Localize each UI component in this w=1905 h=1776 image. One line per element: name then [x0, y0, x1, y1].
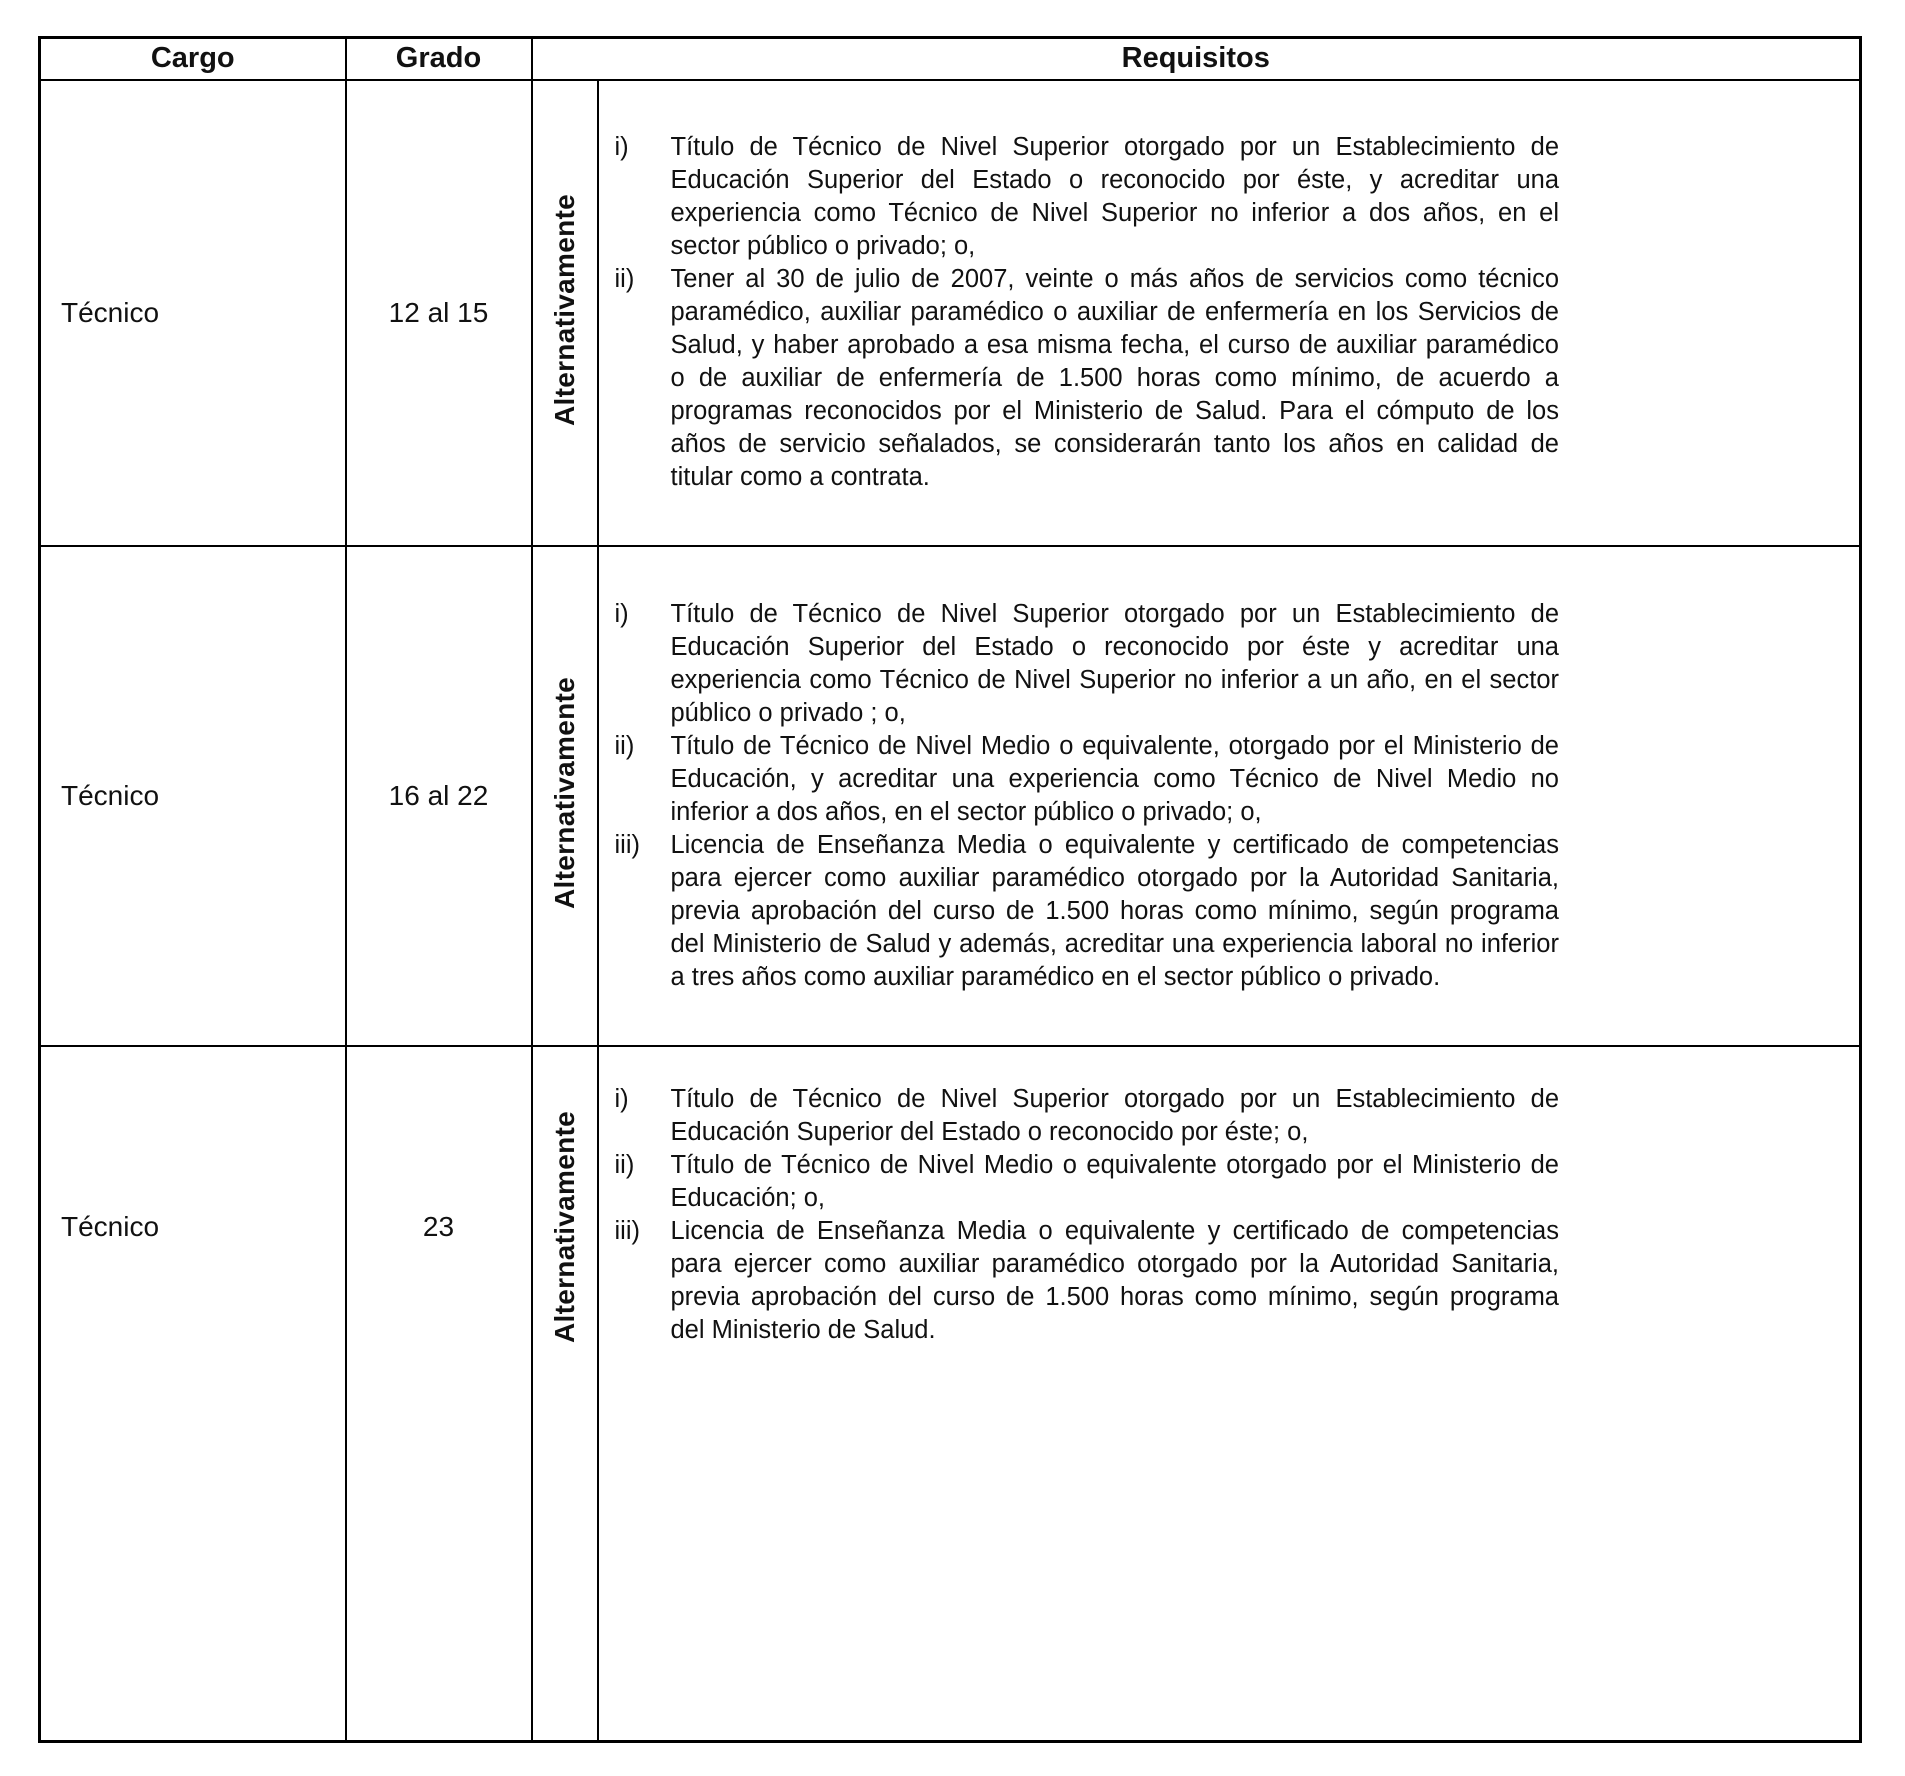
requirement-text: Título de Técnico de Nivel Medio o equivalente, otorgado por el Ministerio de Educación, y acreditar una experiencia como Técnico de Nivel Medio no inferior a dos años, en el sector público o privado; o,	[670, 731, 1559, 826]
requirement-marker: iii)	[614, 1216, 640, 1245]
alternativamente-label: Alternativamente	[548, 1110, 580, 1343]
requirement-item	[615, 131, 1560, 263]
requirement-marker: i)	[614, 1084, 629, 1113]
requirement-item	[615, 1149, 1560, 1215]
cargo-cell	[40, 1046, 346, 1742]
table-row	[40, 1046, 1861, 1742]
header-grado: Grado	[346, 38, 532, 80]
header-row	[40, 38, 1861, 80]
requirement-item	[615, 598, 1560, 730]
requisitos-cell	[598, 1046, 1861, 1742]
requirement-text: Título de Técnico de Nivel Superior otorgado por un Establecimiento de Educación Superior del Estado o reconocido por éste, y acreditar una experiencia como Técnico de Nivel Superior no inferior a dos años, en el sector público o privado; o,	[670, 133, 1559, 260]
requirement-marker: i)	[614, 599, 629, 628]
requirement-item	[615, 730, 1560, 829]
requirement-text: Título de Técnico de Nivel Superior otorgado por un Establecimiento de Educación Superior del Estado o reconocido por éste; o,	[670, 1084, 1559, 1146]
table-row	[40, 80, 1861, 546]
requirement-text: Licencia de Enseñanza Media o equivalente y certificado de competencias para ejercer como auxiliar paramédico otorgado por la Autoridad Sanitaria, previa aprobación del curso de 1.500 horas como mínimo, según programa del Ministerio de Salud.	[670, 1216, 1559, 1344]
requirement-marker: ii)	[614, 1150, 635, 1179]
cargo-label: Técnico	[61, 1210, 160, 1242]
grado-cell: 12 al 15	[346, 80, 532, 546]
alternativamente-cell	[532, 1046, 598, 1742]
requirement-marker: iii)	[614, 830, 640, 859]
alternativamente-label: Alternativamente	[548, 677, 580, 909]
requirement-item	[615, 829, 1560, 994]
requirements-table	[38, 36, 1862, 1743]
alternativamente-label: Alternativamente	[548, 194, 580, 426]
requirement-item	[615, 1215, 1560, 1347]
table-row	[40, 546, 1861, 1046]
requirement-marker: i)	[614, 133, 629, 161]
header-requisitos: Requisitos	[532, 38, 1861, 80]
grado-label: 23	[422, 1210, 455, 1242]
cargo-cell: Técnico	[40, 546, 346, 1046]
grado-cell: 16 al 22	[346, 546, 532, 1046]
requisitos-cell	[598, 546, 1861, 1046]
requirement-text: Tener al 30 de julio de 2007, veinte o más años de servicios como técnico paramédico, auxiliar paramédico o auxiliar de enfermería en los Servicios de Salud, y haber aprobado a esa misma fecha, el curso de auxiliar paramédico o de auxiliar de enfermería de 1.500 horas como mínimo, de acuerdo a programas reconocidos por el Ministerio de Salud. Para el cómputo de los años de servicio señalados, se considerarán tanto los años en calidad de titular como a contrata.	[670, 265, 1559, 491]
header-cargo: Cargo	[40, 38, 346, 80]
requirement-marker: ii)	[614, 265, 635, 293]
cargo-cell: Técnico	[40, 80, 346, 546]
alternativamente-cell	[532, 80, 598, 546]
requisitos-cell	[598, 80, 1861, 546]
requirement-item	[615, 263, 1560, 494]
requirement-text: Título de Técnico de Nivel Medio o equivalente otorgado por el Ministerio de Educación; o,	[670, 1150, 1559, 1212]
requirement-marker: ii)	[614, 731, 635, 760]
alternativamente-cell	[532, 546, 598, 1046]
requirement-item	[615, 1083, 1560, 1149]
grado-cell	[346, 1046, 532, 1742]
requirement-text: Título de Técnico de Nivel Superior otorgado por un Establecimiento de Educación Superior del Estado o reconocido por éste y acreditar una experiencia como Técnico de Nivel Superior no inferior a un año, en el sector público o privado ; o,	[670, 599, 1559, 727]
requirement-text: Licencia de Enseñanza Media o equivalente y certificado de competencias para ejercer como auxiliar paramédico otorgado por la Autoridad Sanitaria, previa aprobación del curso de 1.500 horas como mínimo, según programa del Ministerio de Salud y además, acreditar una experiencia laboral no inferior a tres años como auxiliar paramédico en el sector público o privado.	[670, 830, 1559, 991]
